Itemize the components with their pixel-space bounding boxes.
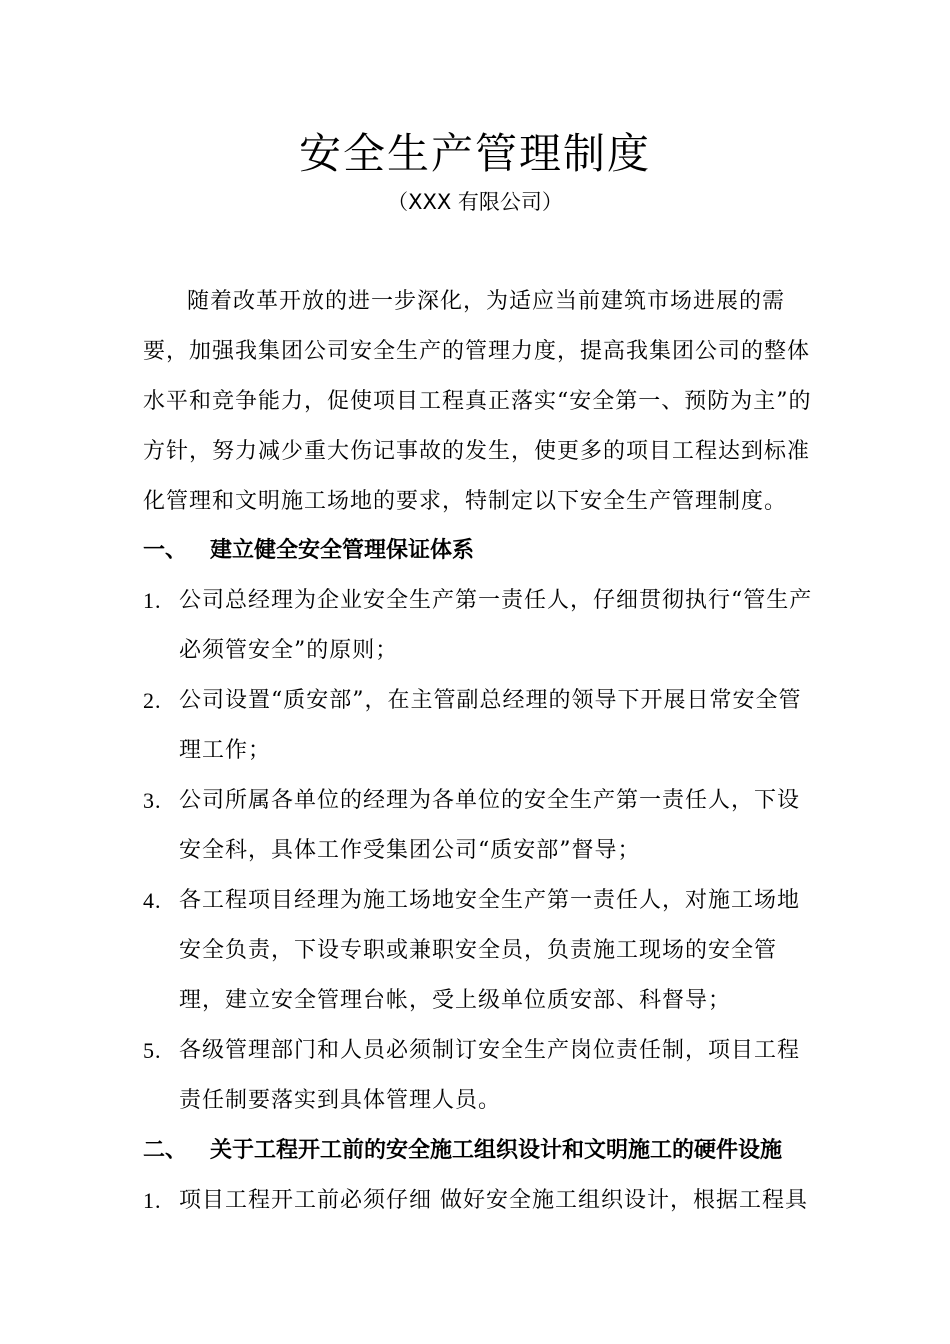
- section-heading-1: [143, 526, 833, 576]
- section-heading-2: [143, 1126, 833, 1176]
- list-item: [143, 1176, 813, 1226]
- document-subtitle: （XXX 有限公司）: [387, 190, 563, 214]
- intro-paragraph: 随着改革开放的进一步深化，为适应当前建筑市场进展的需要，加强我集团公司安全生产的管理力度，提高我集团公司的整体水平和竞争能力，促使项目工程真正落实“安全第一、预防为主”的方针，努力减少重大伤记事故的发生，使更多的项目工程达到标准化管理和文明施工场地的要求，特制定以下安全生产管理制度。: [143, 289, 812, 514]
- section-number: 一、: [143, 538, 188, 563]
- list-item-number: 1.: [143, 588, 162, 613]
- list-item-number: 2.: [143, 688, 162, 713]
- list-item: [143, 576, 813, 676]
- list-item: [143, 876, 813, 1026]
- list-item-text: 公司设置“质安部”，在主管副总经理的领导下开展日常安全管理工作；: [179, 688, 802, 763]
- list-item: [143, 1026, 813, 1126]
- list-item: [143, 676, 813, 776]
- list-item-number: 4.: [143, 888, 162, 913]
- list-item-text: 各级管理部门和人员必须制订安全生产岗位责任制，项目工程责任制要落实到具体管理人员。: [179, 1038, 801, 1113]
- list-item: [143, 776, 813, 876]
- list-item-text: 公司总经理为企业安全生产第一责任人，仔细贯彻执行“管生产必须管安全”的原则；: [179, 588, 813, 663]
- list-item-number: 1.: [143, 1188, 162, 1213]
- section-title: 建立健全安全管理保证体系: [210, 538, 475, 563]
- document-title: 安全生产管理制度: [298, 129, 651, 178]
- section-title: 关于工程开工前的安全施工组织设计和文明施工的硬件设施: [210, 1138, 783, 1163]
- section-number: 二、: [143, 1138, 188, 1163]
- list-item-text: 各工程项目经理为施工场地安全生产第一责任人，对施工场地安全负责，下设专职或兼职安全员，负责施工现场的安全管理，建立安全管理台帐，受上级单位质安部、科督导；: [179, 888, 801, 1013]
- list-item-text: 公司所属各单位的经理为各单位的安全生产第一责任人，下设安全科，具体工作受集团公司“质安部”督导；: [179, 788, 801, 863]
- list-item-number: 5.: [143, 1038, 162, 1063]
- list-item-text: 项目工程开工前必须仔细 做好安全施工组织设计，根据工程具: [179, 1188, 808, 1213]
- list-item-number: 3.: [143, 788, 162, 813]
